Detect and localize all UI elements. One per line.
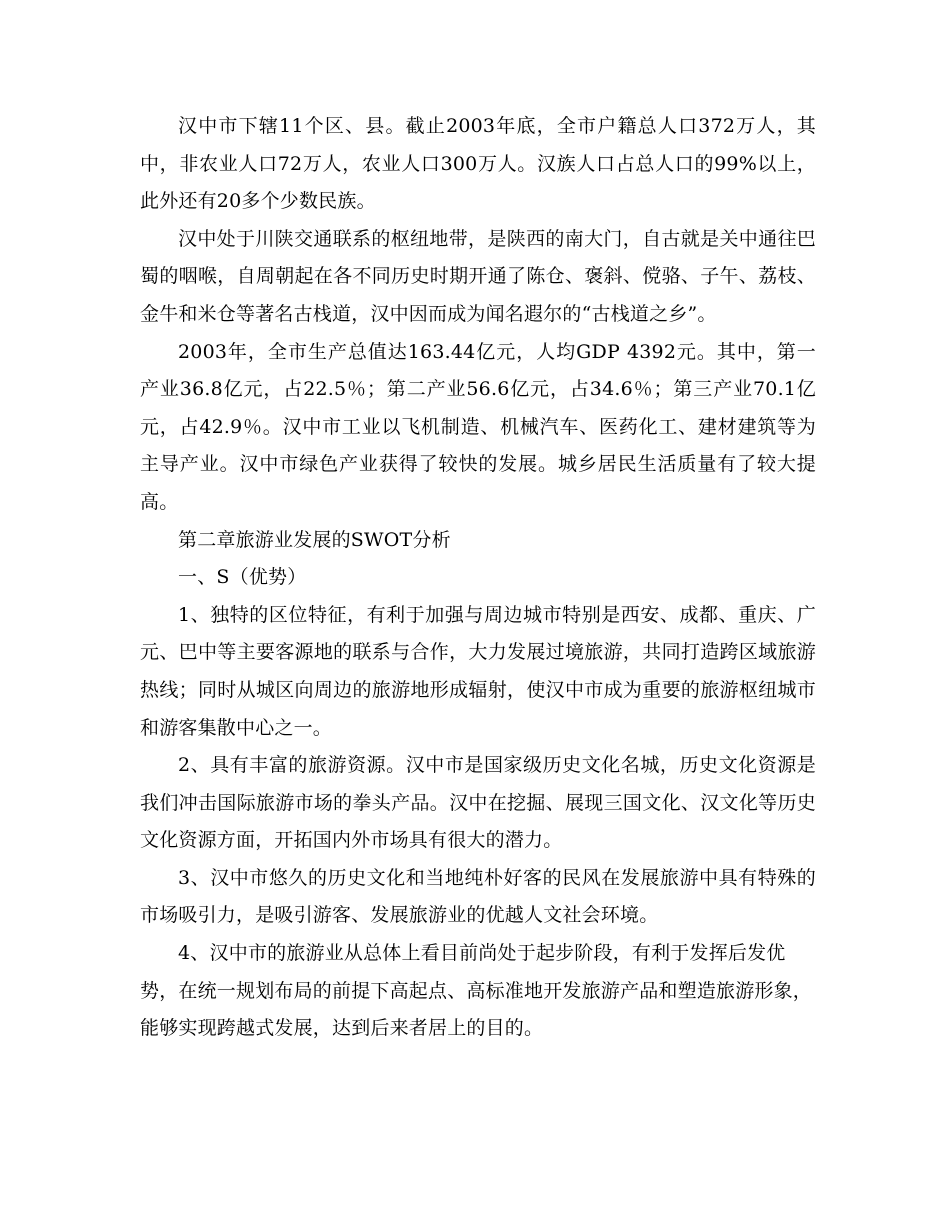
list-item-strength-3: 3、汉中市悠久的历史文化和当地纯朴好客的民风在发展旅游中具有特殊的市场吸引力，是吸引游客、发展旅游业的优越人文社会环境。 [140, 866, 816, 927]
list-item-strength-4: 4、汉中市的旅游业从总体上看目前尚处于起步阶段，有利于发挥后发优势，在统一规划布局的前提下高起点、高标准地开发旅游产品和塑造旅游形象，能够实现跨越式发展，达到后来者居上的目的。 [140, 942, 813, 1040]
document-body [140, 108, 816, 1048]
paragraph-transport: 汉中处于川陕交通联系的枢纽地带，是陕西的南大门，自古就是关中通往巴蜀的咽喉，自周朝起在各不同历史时期开通了陈仓、褒斜、傥骆、子午、荔枝、金牛和米仓等著名古栈道，汉中因而成为闻名遐尔的“古栈道之乡”。 [140, 227, 816, 325]
chapter-heading: 第二章旅游业发展的SWOT分析 [178, 528, 451, 551]
paragraph-population: 汉中市下辖11个区、县。截止2003年底，全市户籍总人口372万人，其中，非农业人口72万人，农业人口300万人。汉族人口占总人口的99%以上，此外还有20多个少数民族。 [140, 115, 816, 213]
section-heading-strengths: 一、S（优势） [178, 566, 307, 589]
list-item-strength-2: 2、具有丰富的旅游资源。汉中市是国家级历史文化名城，历史文化资源是我们冲击国际旅游市场的拳头产品。汉中在挖掘、展现三国文化、汉文化等历史文化资源方面，开拓国内外市场具有很大的潜力。 [140, 754, 816, 852]
paragraph-economy: 2003年，全市生产总值达163.44亿元，人均GDP 4392元。其中，第一产业36.8亿元，占22.5％；第二产业56.6亿元，占34.6％；第三产业70.1亿元，占42.9％。汉中市工业以飞机制造、机械汽车、医药化工、建材建筑等为主导产业。汉中市绿色产业获得了较快的发展。城乡居民生活质量有了较大提高。 [140, 340, 816, 513]
list-item-strength-1: 1、独特的区位特征，有利于加强与周边城市特别是西安、成都、重庆、广元、巴中等主要客源地的联系与合作，大力发展过境旅游，共同打造跨区域旅游热线；同时从城区向周边的旅游地形成辐射，使汉中市成为重要的旅游枢纽城市和游客集散中心之一。 [140, 603, 816, 739]
